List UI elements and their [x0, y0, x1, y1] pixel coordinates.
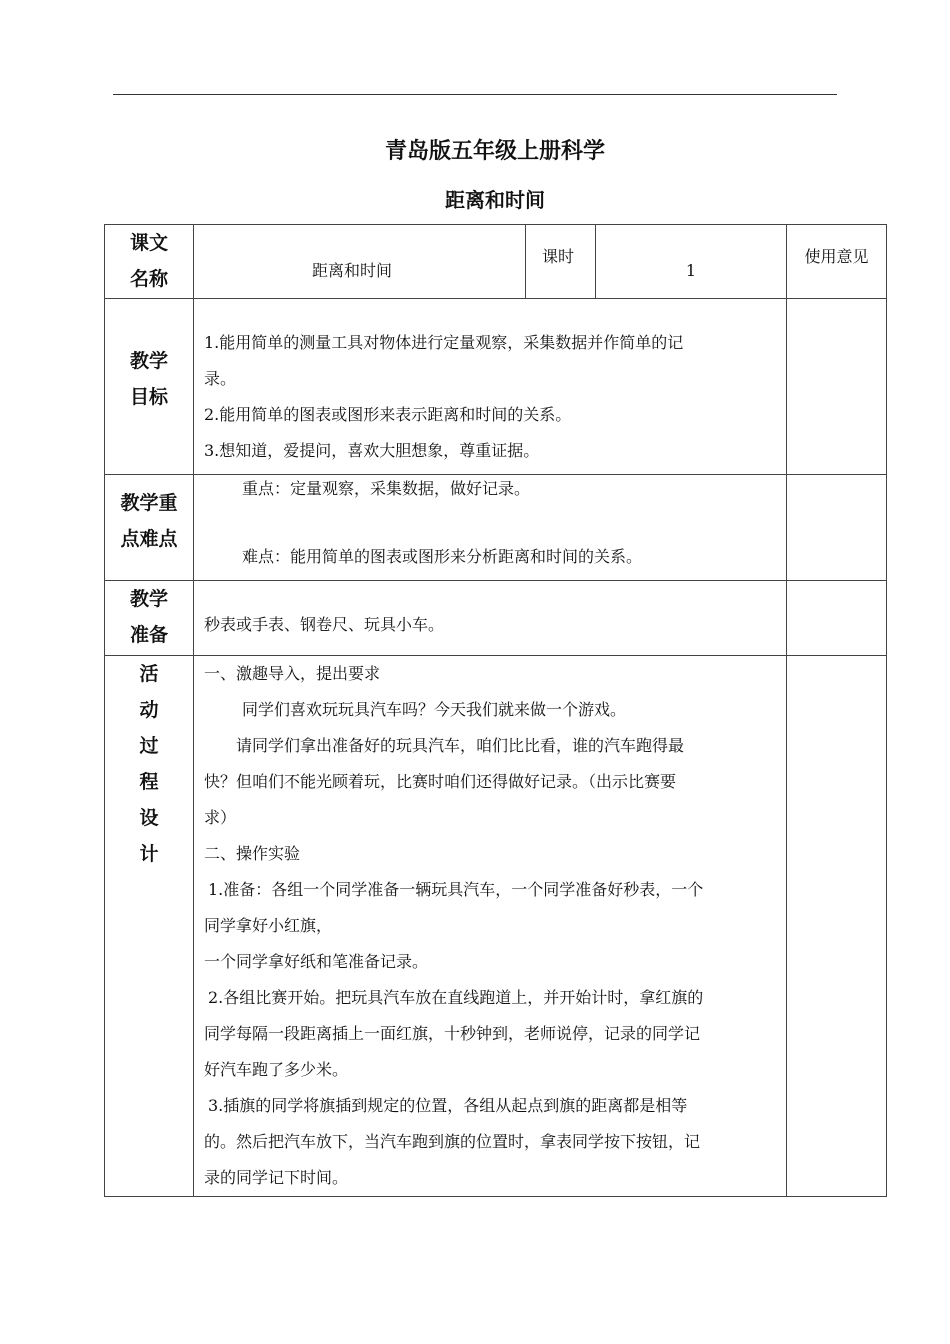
activity-line: 1.准备：各组一个同学准备一辆玩具汽车，一个同学准备好秒表，一个 — [208, 880, 704, 899]
row-lesson-name — [105, 225, 887, 299]
row-goals — [105, 299, 887, 475]
prep-text: 秒表或手表、钢卷尺、玩具小车。 — [204, 615, 445, 634]
goal-line: 录。 — [204, 369, 237, 388]
opinion-label: 使用意见 — [804, 247, 869, 266]
sub-title: 距离和时间 — [445, 188, 545, 212]
lesson-plan-table — [104, 224, 887, 1197]
activity-line: 快？但咱们不能光顾着玩，比赛时咱们还得做好记录。（出示比赛要 — [204, 772, 677, 791]
activity-line: 一个同学拿好纸和笔准备记录。 — [204, 952, 429, 971]
activity-line: 同学拿好小红旗， — [204, 916, 333, 935]
activity-line: 录的同学记下时间。 — [204, 1168, 349, 1187]
prep-content — [194, 581, 787, 656]
header-rule — [113, 94, 837, 95]
activity-line: 同学们喜欢玩玩具汽车吗？今天我们就来做一个游戏。 — [242, 700, 627, 719]
row-prep — [105, 581, 887, 656]
goal-line: 1.能用简单的测量工具对物体进行定量观察，采集数据并作简单的记 — [204, 333, 684, 352]
prep-opinion — [787, 581, 887, 656]
row-focus — [105, 475, 887, 581]
activity-content — [194, 656, 787, 1197]
period-label-cell — [526, 225, 596, 299]
activity-line: 2.各组比赛开始。把玩具汽车放在直线跑道上，并开始计时，拿红旗的 — [208, 988, 704, 1007]
row-activity — [105, 656, 887, 1197]
focus-content — [194, 475, 787, 581]
goal-line: 3.想知道，爱提问，喜欢大胆想象，尊重证据。 — [204, 441, 540, 460]
activity-line: 3.插旗的同学将旗插到规定的位置，各组从起点到旗的距离都是相等 — [208, 1096, 688, 1115]
activity-opinion — [787, 656, 887, 1197]
main-title: 青岛版五年级上册科学 — [384, 139, 605, 164]
label-focus: 教学重 点难点 — [105, 475, 194, 581]
label-activity: 活 动 过 程 设 计 — [105, 656, 194, 1197]
goal-line: 2.能用简单的图表或图形来表示距离和时间的关系。 — [204, 405, 572, 424]
period-label: 课时 — [542, 247, 575, 266]
goals-opinion — [787, 299, 887, 475]
opinion-label-cell — [787, 225, 887, 299]
label-prep: 教学 准备 — [105, 581, 194, 656]
activity-line: 求） — [204, 808, 237, 827]
activity-line: 一、激趣导入，提出要求 — [204, 664, 381, 683]
activity-line: 二、操作实验 — [204, 844, 301, 863]
goals-content — [194, 299, 787, 475]
key-point: 重点：定量观察，采集数据，做好记录。 — [242, 479, 531, 498]
label-lesson-name: 课文 名称 — [105, 225, 194, 299]
activity-line: 好汽车跑了多少米。 — [204, 1060, 349, 1079]
label-goals: 教学 目标 — [105, 299, 194, 475]
activity-line: 同学每隔一段距离插上一面红旗，十秒钟到，老师说停，记录的同学记 — [204, 1024, 701, 1043]
period-value: 1 — [685, 261, 697, 280]
activity-line: 请同学们拿出准备好的玩具汽车，咱们比比看，谁的汽车跑得最 — [236, 736, 685, 755]
lesson-name-cell — [194, 225, 526, 299]
lesson-name-value: 距离和时间 — [312, 261, 393, 280]
difficulty-point: 难点：能用简单的图表或图形来分析距离和时间的关系。 — [242, 547, 643, 566]
focus-opinion — [787, 475, 887, 581]
period-value-cell — [596, 225, 787, 299]
activity-line: 的。然后把汽车放下，当汽车跑到旗的位置时，拿表同学按下按钮，记 — [204, 1132, 701, 1151]
